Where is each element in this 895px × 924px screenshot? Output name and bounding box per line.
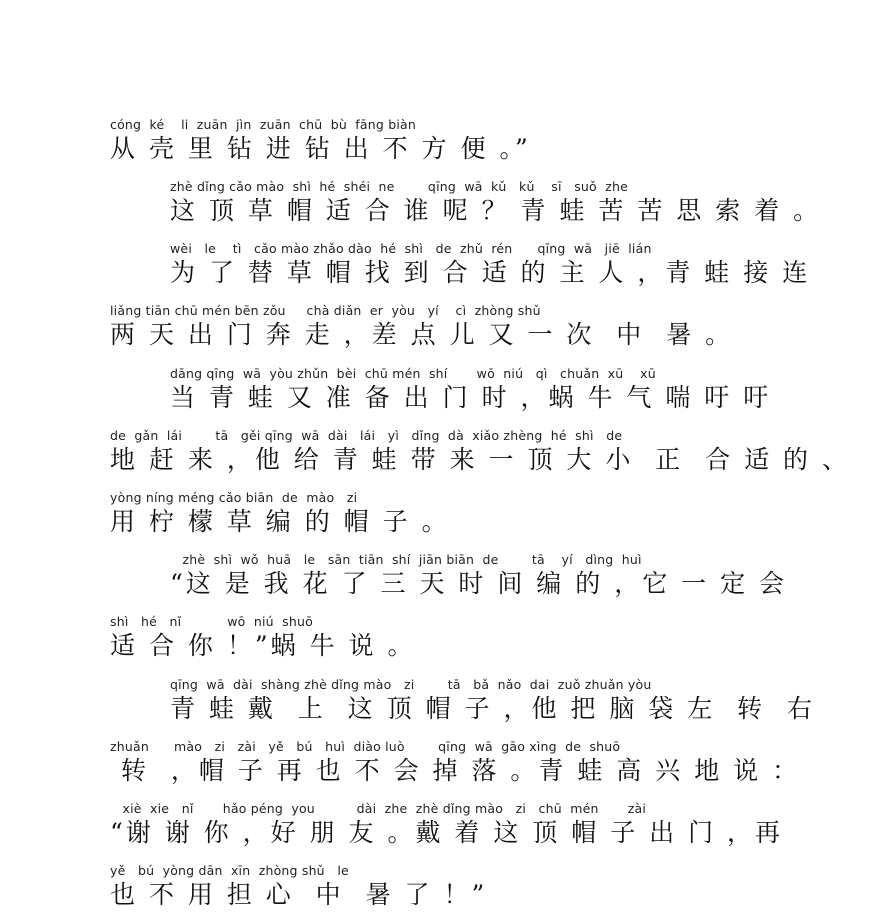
hanzi-row: 地 赶 来 ，他 给 青 蛙 带 来 一 顶 大 小 正 合 适 的 、 xyxy=(110,445,850,474)
hanzi-row: 这 顶 草 帽 适 合 谁 呢 ？ 青 蛙 苦 苦 思 索 着 。 xyxy=(170,196,822,225)
text-line xyxy=(170,677,816,733)
hanzi-row: “这 是 我 花 了 三 天 时 间 编 的 ，它 一 定 会 xyxy=(170,569,788,598)
text-line xyxy=(170,366,772,422)
hanzi-row: 也 不 用 担 心 中 暑 了 ！” xyxy=(110,880,488,909)
text-line xyxy=(110,303,750,359)
hanzi-row: 当 青 蛙 又 准 备 出 门 时 ，蜗 牛 气 喘 吁 吁 xyxy=(170,383,772,412)
text-line xyxy=(110,863,750,919)
text-line xyxy=(110,614,750,670)
text-line xyxy=(170,552,788,608)
pinyin-row: dāng qīng wā yòu zhǔn bèi chū mén shí wō niú qì chuǎn xū xū xyxy=(170,366,656,381)
hanzi-row: 为 了 替 草 帽 找 到 合 适 的 主 人 ，青 蛙 接 连 xyxy=(170,258,811,287)
pinyin-row: xiè xie nǐ hǎo péng you dài zhe zhè dǐng mào zi chū mén zài xyxy=(110,801,647,816)
pinyin-row: qīng wā dài shàng zhè dǐng mào zi tā bǎ nǎo dai zuǒ zhuǎn yòu xyxy=(170,677,652,692)
hanzi-row: 适 合 你 ！”蜗 牛 说 。 xyxy=(110,631,416,660)
hanzi-row: 两 天 出 门 奔 走 ，差 点 儿 又 一 次 中 暑 。 xyxy=(110,320,734,349)
text-line xyxy=(170,179,822,235)
pinyin-row: zhuǎn mào zi zài yě bú huì diào luò qīng wā gāo xìng de shuō xyxy=(110,739,621,754)
text-line xyxy=(170,241,811,297)
text-line xyxy=(110,739,801,795)
hanzi-row: 转 ，帽 子 再 也 不 会 掉 落 。青 蛙 高 兴 地 说 ： xyxy=(110,756,801,785)
text-line xyxy=(110,117,750,173)
pinyin-row: liǎng tiān chū mén bēn zǒu chà diǎn er yòu yí cì zhòng shǔ xyxy=(110,303,541,318)
pinyin-row: yòng níng méng cǎo biān de mào zi xyxy=(110,490,358,505)
pinyin-row: shì hé nǐ wō niú shuō xyxy=(110,614,313,629)
hanzi-row: 青 蛙 戴 上 这 顶 帽 子 ，他 把 脑 袋 左 转 右 xyxy=(170,694,816,723)
pinyin-row: zhè shì wǒ huā le sān tiān shí jiān biān de tā yí dìng huì xyxy=(170,552,642,567)
pinyin-row: wèi le tì cǎo mào zhǎo dào hé shì de zhǔ rén qīng wā jiē lián xyxy=(170,241,652,256)
text-line xyxy=(110,490,750,546)
pinyin-row: yě bú yòng dān xīn zhòng shǔ le xyxy=(110,863,349,878)
hanzi-row: 从 壳 里 钻 进 钻 出 不 方 便 。” xyxy=(110,134,531,163)
hanzi-row: “谢 谢 你 ，好 朋 友 。戴 着 这 顶 帽 子 出 门 ，再 xyxy=(110,818,784,847)
hanzi-row: 用 柠 檬 草 编 的 帽 子 。 xyxy=(110,507,450,536)
pinyin-row: de gǎn lái tā gěi qīng wā dài lái yì dǐng dà xiǎo zhèng hé shì de xyxy=(110,428,623,443)
text-line xyxy=(110,428,850,484)
pinyin-row: cóng ké li zuān jìn zuān chū bù fāng biàn xyxy=(110,117,416,132)
text-line xyxy=(110,801,784,857)
pinyin-row: zhè dǐng cǎo mào shì hé shéi ne qīng wā kǔ kǔ sī suǒ zhe xyxy=(170,179,629,194)
